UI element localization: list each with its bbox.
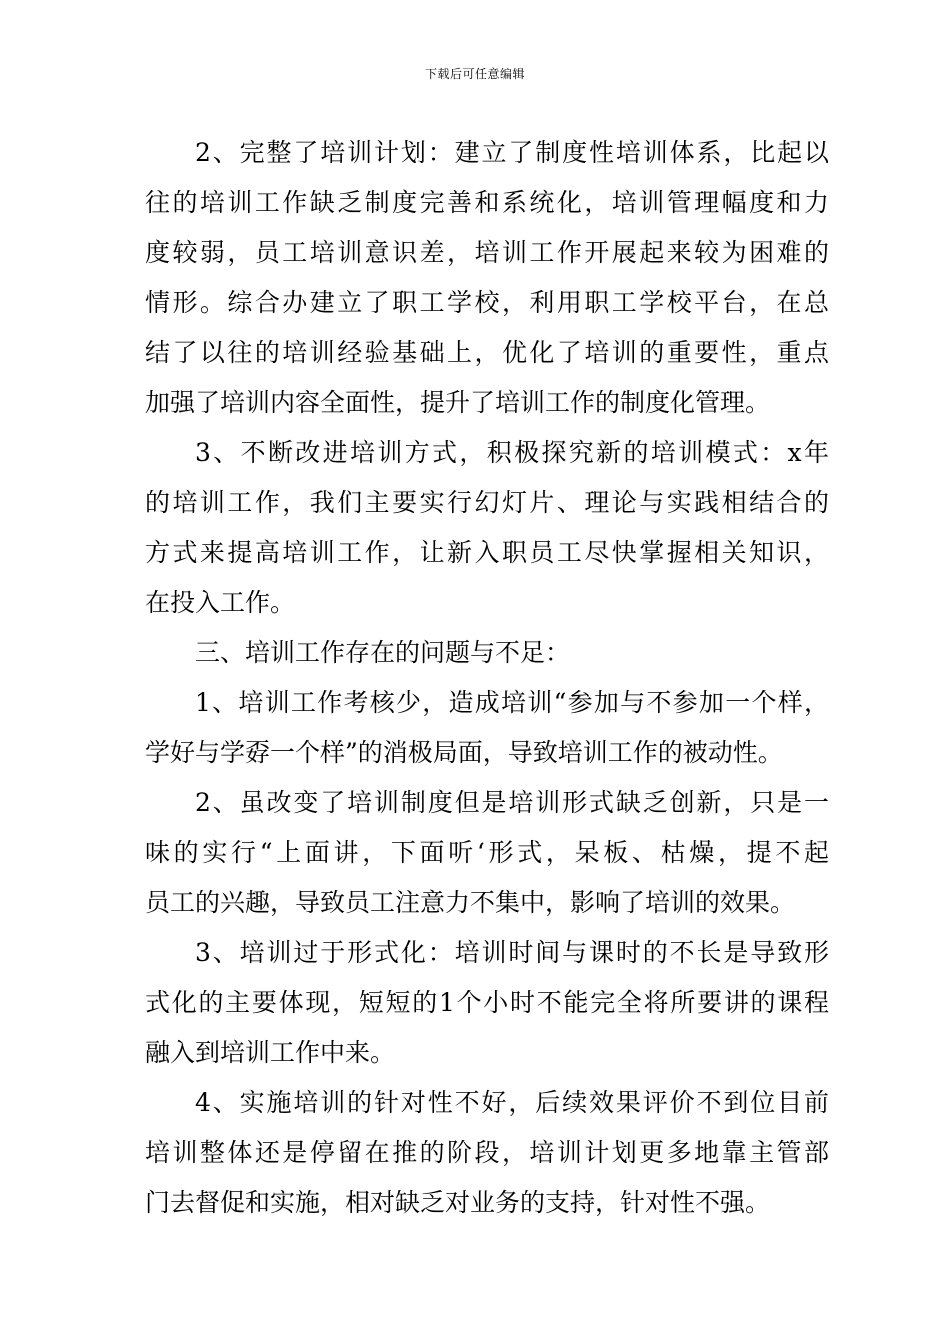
- text-line: 4、实施培训的针对性不好，后续效果评价不到位目前: [195, 1088, 829, 1117]
- text-line: 培训整体还是停留在推的阶段，培训计划更多地靠主管部: [145, 1138, 829, 1167]
- text-line: 的培训工作，我们主要实行幻灯片、理论与实践相结合的: [145, 488, 829, 517]
- text-line: 度较弱，员工培训意识差，培训工作开展起来较为困难的: [145, 238, 829, 267]
- text-line: 3、不断改进培训方式，积极探究新的培训模式：x年: [195, 438, 829, 467]
- text-line: 门去督促和实施，相对缺乏对业务的支持，针对性不强。: [145, 1188, 771, 1217]
- text-line: 2、虽改变了培训制度但是培训形式缺乏创新，只是一: [195, 788, 829, 817]
- text-line: 方式来提高培训工作，让新入职员工尽快掌握相关知识，: [145, 538, 829, 567]
- document-body: [145, 128, 829, 1228]
- text-line: 加强了培训内容全面性，提升了培训工作的制度化管理。: [145, 388, 771, 417]
- text-line: 情形。综合办建立了职工学校，利用职工学校平台，在总: [145, 288, 829, 317]
- text-line: 融入到培训工作中来。: [145, 1038, 396, 1067]
- text-line: 学好与学孬一个样”的消极局面，导致培训工作的被动性。: [145, 738, 783, 767]
- page-header: 下载后可任意编辑: [424, 67, 525, 81]
- text-line: 式化的主要体现，短短的1个小时不能完全将所要讲的课程: [145, 988, 829, 1017]
- text-line: 3、培训过于形式化：培训时间与课时的不长是导致形: [195, 938, 829, 967]
- text-line: 2、完整了培训计划：建立了制度性培训体系，比起以: [195, 138, 829, 167]
- text-line: 在投入工作。: [145, 588, 296, 617]
- text-line: 员工的兴趣，导致员工注意力不集中，影响了培训的效果。: [145, 888, 796, 917]
- text-line: 味的实行“上面讲，下面听‘形式，呆板、枯燥，提不起: [145, 838, 829, 867]
- text-line: 往的培训工作缺乏制度完善和系统化，培训管理幅度和力: [145, 188, 829, 217]
- section-heading: 三、培训工作存在的问题与不足：: [195, 638, 571, 667]
- text-line: 1、培训工作考核少，造成培训“参加与不参加一个样，: [195, 688, 829, 717]
- text-line: 结了以往的培训经验基础上，优化了培训的重要性，重点: [145, 338, 829, 367]
